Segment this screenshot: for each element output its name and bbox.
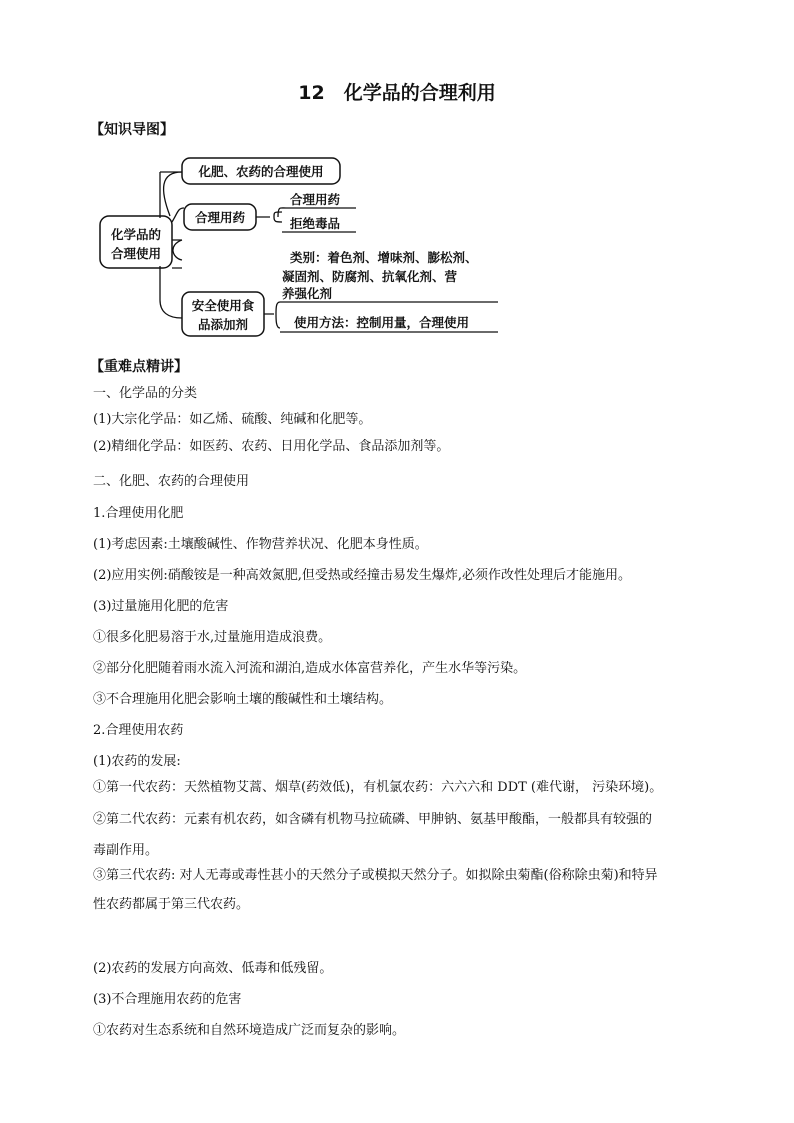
text-line: (2)农药的发展方向高效、低毒和低残留。 (93, 961, 333, 976)
mindmap-branch1-label: 化肥、农药的合理使用 (198, 164, 324, 179)
mindmap-branch2-leaf2: 拒绝毒品 (290, 216, 341, 231)
mindmap-branch3-label-1: 安全使用食 (191, 298, 255, 313)
text-line: (3)过量施用化肥的危害 (93, 599, 229, 614)
text-line: ③第三代农药: 对人无毒或毒性甚小的天然分子或模拟天然分子。如拟除虫菊酯(俗称除虫菊)和特异 (93, 868, 658, 883)
mindmap-branch3-leaf1-line1: 类别：着色剂、增味剂、膨松剂、 (290, 250, 478, 265)
mindmap-connector-mid (172, 208, 184, 222)
heading-classification: 一、化学品的分类 (93, 386, 198, 401)
knowledge-mind-map (90, 150, 520, 350)
text-line: ③不合理施用化肥会影响土壤的酸碱性和土壤结构。 (93, 692, 393, 707)
mindmap-connector-trunk (160, 172, 182, 242)
text-line: (3)不合理施用农药的危害 (93, 992, 242, 1007)
heading-fertilizer-pesticide: 二、化肥、农药的合理使用 (93, 474, 250, 489)
section-heading-key-points: 【重难点精讲】 (90, 359, 188, 375)
text-line: 毒副作用。 (93, 843, 159, 858)
text-line: 1.合理使用化肥 (93, 506, 184, 521)
mindmap-connector-root (172, 240, 182, 268)
page-title: 12 化学品的合理利用 (298, 82, 496, 104)
text-line: (1)农药的发展: (93, 754, 181, 769)
mindmap-branch3-label-2: 品添加剂 (197, 317, 249, 332)
text-line: ②第二代农药：元素有机农药，如含磷有机物马拉硫磷、甲胂钠、氨基甲酸酯，一般都具有较强的 (93, 812, 653, 827)
mindmap-branch3-leaf1-line2: 凝固剂、防腐剂、抗氧化剂、营 (282, 269, 458, 284)
text-line: (1)考虑因素:土壤酸碱性、作物营养状况、化肥本身性质。 (93, 537, 428, 552)
text-line: 2.合理使用农药 (93, 723, 184, 738)
text-line: ①很多化肥易溶于水,过量施用造成浪费。 (93, 630, 332, 645)
text-line: ①农药对生态系统和自然环境造成广泛而复杂的影响。 (93, 1023, 406, 1038)
mindmap-branch2-leaf1: 合理用药 (290, 192, 341, 207)
text-line: (1)大宗化学品：如乙烯、硫酸、纯碱和化肥等。 (93, 412, 372, 427)
mindmap-root-label-2: 合理使用 (110, 246, 162, 261)
mindmap-root-label-1: 化学品的 (110, 227, 162, 242)
mindmap-branch3-leaf1-line3: 养强化剂 (282, 286, 333, 301)
section-heading-knowledge-map: 【知识导图】 (90, 122, 174, 138)
text-line: (2)精细化学品：如医药、农药、日用化学品、食品添加剂等。 (93, 439, 450, 454)
mindmap-branch3-leaf2: 使用方法：控制用量，合理使用 (294, 315, 470, 330)
mindmap-branch2-label: 合理用药 (194, 210, 246, 225)
text-line: ②部分化肥随着雨水流入河流和湖泊,造成水体富营养化，产生水华等污染。 (93, 661, 527, 676)
text-line: 性农药都属于第三代农药。 (93, 897, 250, 912)
text-line: (2)应用实例:硝酸铵是一种高效氮肥,但受热或经撞击易发生爆炸,必须作改性处理后才能施用。 (93, 568, 632, 583)
text-line: ①第一代农药：天然植物艾蒿、烟草(药效低)，有机氯农药：六六六和 DDT (难代谢， 污染环境)。 (93, 780, 663, 795)
